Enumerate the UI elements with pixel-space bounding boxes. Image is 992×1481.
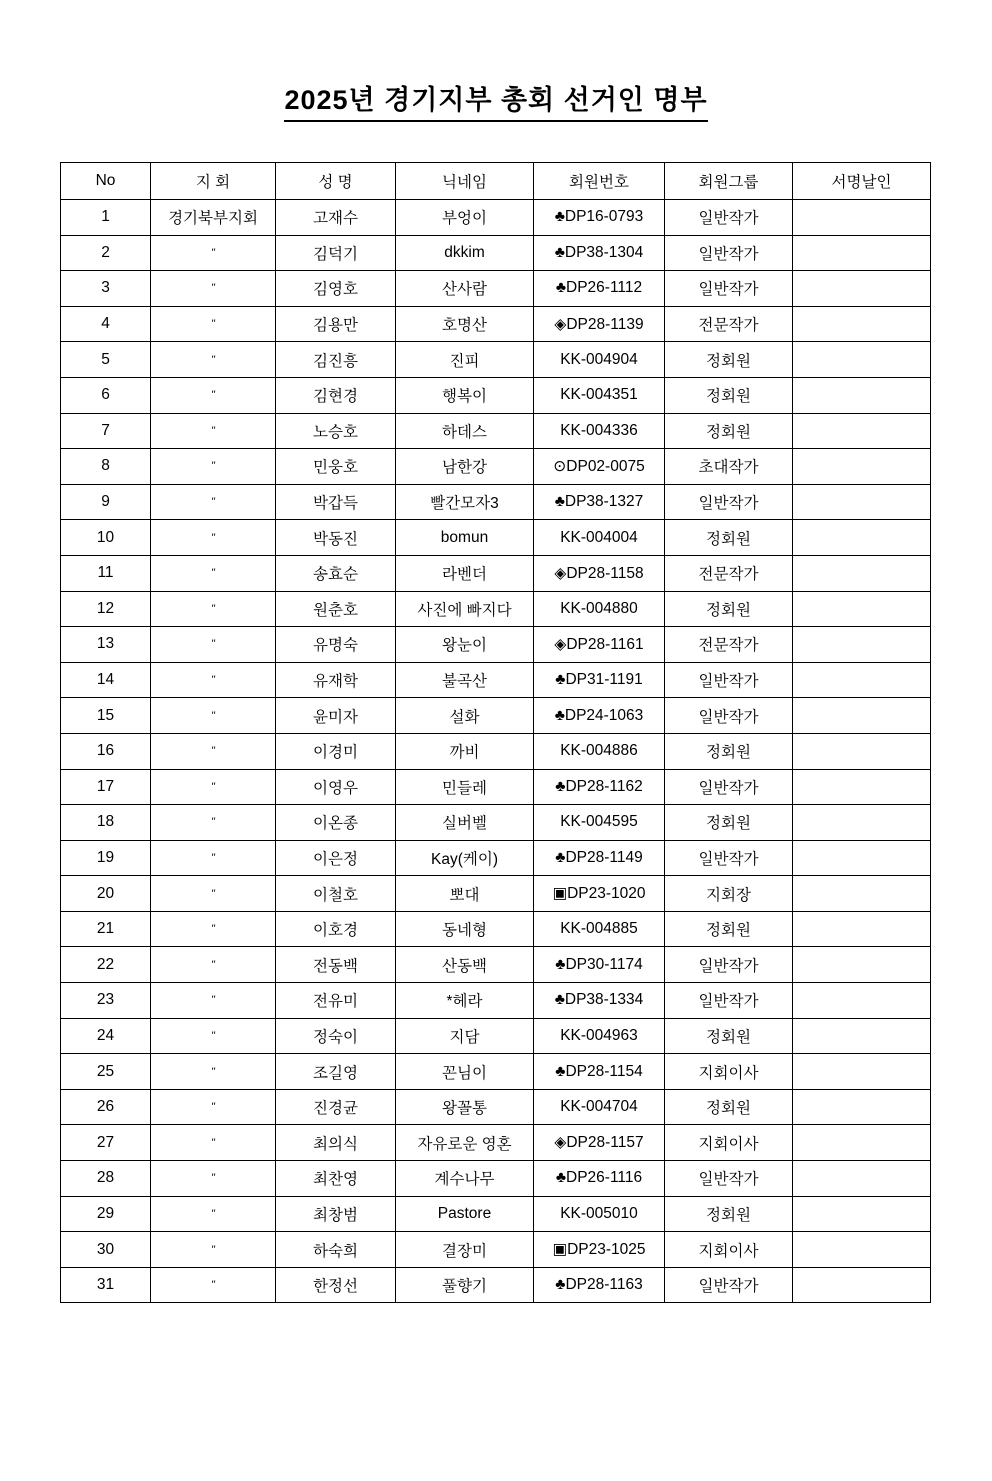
member-group-cell: 전문작가 bbox=[665, 555, 793, 591]
member-number-cell: ◈DP28-1161 bbox=[534, 627, 665, 663]
branch-cell: " bbox=[151, 306, 276, 342]
signature-cell bbox=[793, 1089, 931, 1125]
branch-cell: " bbox=[151, 733, 276, 769]
signature-cell bbox=[793, 1125, 931, 1161]
table-row bbox=[61, 1089, 931, 1125]
nickname-cell: 설화 bbox=[396, 698, 534, 734]
branch-cell: " bbox=[151, 1196, 276, 1232]
table-row bbox=[61, 662, 931, 698]
member-number-cell: ♣DP28-1154 bbox=[534, 1054, 665, 1090]
branch-cell: " bbox=[151, 377, 276, 413]
member-number-cell: KK-004336 bbox=[534, 413, 665, 449]
signature-cell bbox=[793, 1054, 931, 1090]
member-group-cell: 정회원 bbox=[665, 1089, 793, 1125]
nickname-cell: 뽀대 bbox=[396, 876, 534, 912]
table-row bbox=[61, 627, 931, 663]
name-cell: 조길영 bbox=[276, 1054, 396, 1090]
member-number-cell: KK-005010 bbox=[534, 1196, 665, 1232]
name-cell: 이경미 bbox=[276, 733, 396, 769]
member-number-cell: ♣DP38-1327 bbox=[534, 484, 665, 520]
member-number-cell: ◈DP28-1158 bbox=[534, 555, 665, 591]
branch-cell: " bbox=[151, 840, 276, 876]
branch-cell: " bbox=[151, 1054, 276, 1090]
row-number-cell: 18 bbox=[61, 805, 151, 841]
signature-cell bbox=[793, 1232, 931, 1268]
table-row bbox=[61, 271, 931, 307]
row-number-cell: 20 bbox=[61, 876, 151, 912]
row-number-cell: 8 bbox=[61, 449, 151, 485]
nickname-cell: 동네형 bbox=[396, 911, 534, 947]
member-group-cell: 일반작가 bbox=[665, 271, 793, 307]
row-number-cell: 14 bbox=[61, 662, 151, 698]
member-number-cell: KK-004880 bbox=[534, 591, 665, 627]
branch-cell: " bbox=[151, 662, 276, 698]
nickname-cell: 산동백 bbox=[396, 947, 534, 983]
row-number-cell: 6 bbox=[61, 377, 151, 413]
branch-cell: " bbox=[151, 520, 276, 556]
branch-cell: " bbox=[151, 769, 276, 805]
table-row bbox=[61, 342, 931, 378]
table-row bbox=[61, 235, 931, 271]
nickname-cell: *헤라 bbox=[396, 983, 534, 1019]
nickname-cell: 행복이 bbox=[396, 377, 534, 413]
signature-cell bbox=[793, 840, 931, 876]
name-cell: 원춘호 bbox=[276, 591, 396, 627]
name-cell: 박갑득 bbox=[276, 484, 396, 520]
page-title bbox=[0, 78, 992, 122]
branch-cell: " bbox=[151, 1089, 276, 1125]
branch-cell: " bbox=[151, 876, 276, 912]
nickname-cell: bomun bbox=[396, 520, 534, 556]
member-number-cell: ♣DP31-1191 bbox=[534, 662, 665, 698]
branch-cell: " bbox=[151, 591, 276, 627]
row-number-cell: 26 bbox=[61, 1089, 151, 1125]
member-group-cell: 일반작가 bbox=[665, 947, 793, 983]
row-number-cell: 9 bbox=[61, 484, 151, 520]
signature-cell bbox=[793, 306, 931, 342]
row-number-cell: 15 bbox=[61, 698, 151, 734]
nickname-cell: 부엉이 bbox=[396, 200, 534, 236]
member-number-cell: ◈DP28-1157 bbox=[534, 1125, 665, 1161]
member-group-cell: 지회이사 bbox=[665, 1125, 793, 1161]
member-number-cell: ♣DP28-1149 bbox=[534, 840, 665, 876]
row-number-cell: 12 bbox=[61, 591, 151, 627]
member-group-cell: 초대작가 bbox=[665, 449, 793, 485]
nickname-cell: 민들레 bbox=[396, 769, 534, 805]
name-cell: 전동백 bbox=[276, 947, 396, 983]
table-row bbox=[61, 306, 931, 342]
member-group-cell: 정회원 bbox=[665, 911, 793, 947]
signature-cell bbox=[793, 662, 931, 698]
signature-cell bbox=[793, 377, 931, 413]
row-number-cell: 5 bbox=[61, 342, 151, 378]
branch-cell: " bbox=[151, 271, 276, 307]
signature-cell bbox=[793, 1196, 931, 1232]
member-number-cell: ♣DP30-1174 bbox=[534, 947, 665, 983]
nickname-cell: 진피 bbox=[396, 342, 534, 378]
name-cell: 송효순 bbox=[276, 555, 396, 591]
signature-cell bbox=[793, 200, 931, 236]
row-number-cell: 23 bbox=[61, 983, 151, 1019]
signature-cell bbox=[793, 235, 931, 271]
table-row bbox=[61, 1125, 931, 1161]
member-group-cell: 지회이사 bbox=[665, 1232, 793, 1268]
member-group-cell: 정회원 bbox=[665, 342, 793, 378]
member-number-cell: ◈DP28-1139 bbox=[534, 306, 665, 342]
row-number-cell: 25 bbox=[61, 1054, 151, 1090]
member-number-cell: ♣DP28-1163 bbox=[534, 1267, 665, 1303]
member-number-cell: ⊙DP02-0075 bbox=[534, 449, 665, 485]
signature-cell bbox=[793, 555, 931, 591]
member-number-cell: ♣DP24-1063 bbox=[534, 698, 665, 734]
table-row bbox=[61, 1018, 931, 1054]
nickname-cell: Pastore bbox=[396, 1196, 534, 1232]
member-number-cell: KK-004885 bbox=[534, 911, 665, 947]
name-cell: 김영호 bbox=[276, 271, 396, 307]
branch-cell: " bbox=[151, 1267, 276, 1303]
row-number-cell: 31 bbox=[61, 1267, 151, 1303]
member-number-cell: ▣DP23-1020 bbox=[534, 876, 665, 912]
table-row bbox=[61, 876, 931, 912]
member-group-cell: 지회이사 bbox=[665, 1054, 793, 1090]
signature-cell bbox=[793, 769, 931, 805]
name-cell: 정숙이 bbox=[276, 1018, 396, 1054]
branch-cell: " bbox=[151, 449, 276, 485]
member-number-cell: ▣DP23-1025 bbox=[534, 1232, 665, 1268]
branch-cell: " bbox=[151, 983, 276, 1019]
signature-cell bbox=[793, 520, 931, 556]
signature-cell bbox=[793, 1018, 931, 1054]
nickname-cell: 꼰님이 bbox=[396, 1054, 534, 1090]
table-row bbox=[61, 1232, 931, 1268]
member-number-cell: ♣DP38-1334 bbox=[534, 983, 665, 1019]
table-row bbox=[61, 449, 931, 485]
branch-cell: " bbox=[151, 805, 276, 841]
row-number-cell: 19 bbox=[61, 840, 151, 876]
branch-cell: " bbox=[151, 911, 276, 947]
member-group-cell: 일반작가 bbox=[665, 1267, 793, 1303]
table-row bbox=[61, 484, 931, 520]
row-number-cell: 30 bbox=[61, 1232, 151, 1268]
name-cell: 김현경 bbox=[276, 377, 396, 413]
signature-cell bbox=[793, 876, 931, 912]
nickname-cell: 남한강 bbox=[396, 449, 534, 485]
header-signature: 서명날인 bbox=[793, 163, 931, 200]
nickname-cell: 왕꼴통 bbox=[396, 1089, 534, 1125]
nickname-cell: 불곡산 bbox=[396, 662, 534, 698]
table-row bbox=[61, 377, 931, 413]
member-number-cell: KK-004963 bbox=[534, 1018, 665, 1054]
name-cell: 한정선 bbox=[276, 1267, 396, 1303]
table-row bbox=[61, 1054, 931, 1090]
signature-cell bbox=[793, 733, 931, 769]
member-group-cell: 일반작가 bbox=[665, 200, 793, 236]
member-group-cell: 일반작가 bbox=[665, 662, 793, 698]
name-cell: 하숙희 bbox=[276, 1232, 396, 1268]
member-number-cell: ♣DP16-0793 bbox=[534, 200, 665, 236]
header-member-group: 회원그룹 bbox=[665, 163, 793, 200]
table-row bbox=[61, 1196, 931, 1232]
row-number-cell: 29 bbox=[61, 1196, 151, 1232]
signature-cell bbox=[793, 805, 931, 841]
nickname-cell: Kay(케이) bbox=[396, 840, 534, 876]
signature-cell bbox=[793, 698, 931, 734]
table-row bbox=[61, 520, 931, 556]
row-number-cell: 16 bbox=[61, 733, 151, 769]
row-number-cell: 7 bbox=[61, 413, 151, 449]
member-group-cell: 일반작가 bbox=[665, 235, 793, 271]
member-group-cell: 지회장 bbox=[665, 876, 793, 912]
header-branch: 지 회 bbox=[151, 163, 276, 200]
name-cell: 노승호 bbox=[276, 413, 396, 449]
voter-table-body bbox=[61, 200, 931, 1303]
name-cell: 김진흥 bbox=[276, 342, 396, 378]
row-number-cell: 2 bbox=[61, 235, 151, 271]
member-group-cell: 일반작가 bbox=[665, 983, 793, 1019]
row-number-cell: 3 bbox=[61, 271, 151, 307]
nickname-cell: 사진에 빠지다 bbox=[396, 591, 534, 627]
member-group-cell: 일반작가 bbox=[665, 769, 793, 805]
name-cell: 이철호 bbox=[276, 876, 396, 912]
branch-cell: " bbox=[151, 627, 276, 663]
row-number-cell: 17 bbox=[61, 769, 151, 805]
name-cell: 민웅호 bbox=[276, 449, 396, 485]
table-row bbox=[61, 733, 931, 769]
name-cell: 이온종 bbox=[276, 805, 396, 841]
header-nickname: 닉네임 bbox=[396, 163, 534, 200]
nickname-cell: 왕눈이 bbox=[396, 627, 534, 663]
name-cell: 유명숙 bbox=[276, 627, 396, 663]
member-number-cell: KK-004704 bbox=[534, 1089, 665, 1125]
branch-cell: " bbox=[151, 947, 276, 983]
name-cell: 최창범 bbox=[276, 1196, 396, 1232]
nickname-cell: 라벤더 bbox=[396, 555, 534, 591]
header-no: No bbox=[61, 163, 151, 200]
member-group-cell: 전문작가 bbox=[665, 306, 793, 342]
nickname-cell: 결장미 bbox=[396, 1232, 534, 1268]
table-row bbox=[61, 805, 931, 841]
row-number-cell: 21 bbox=[61, 911, 151, 947]
branch-cell: " bbox=[151, 698, 276, 734]
table-row bbox=[61, 413, 931, 449]
branch-cell: " bbox=[151, 1018, 276, 1054]
signature-cell bbox=[793, 1267, 931, 1303]
nickname-cell: 하데스 bbox=[396, 413, 534, 449]
member-group-cell: 정회원 bbox=[665, 413, 793, 449]
table-row bbox=[61, 1267, 931, 1303]
member-number-cell: KK-004886 bbox=[534, 733, 665, 769]
member-number-cell: ♣DP26-1116 bbox=[534, 1161, 665, 1197]
signature-cell bbox=[793, 271, 931, 307]
name-cell: 이은정 bbox=[276, 840, 396, 876]
signature-cell bbox=[793, 627, 931, 663]
name-cell: 윤미자 bbox=[276, 698, 396, 734]
table-row bbox=[61, 983, 931, 1019]
member-number-cell: KK-004351 bbox=[534, 377, 665, 413]
member-number-cell: ♣DP28-1162 bbox=[534, 769, 665, 805]
nickname-cell: 실버벨 bbox=[396, 805, 534, 841]
table-row bbox=[61, 947, 931, 983]
signature-cell bbox=[793, 449, 931, 485]
name-cell: 최찬영 bbox=[276, 1161, 396, 1197]
table-row bbox=[61, 698, 931, 734]
nickname-cell: 계수나무 bbox=[396, 1161, 534, 1197]
branch-cell: " bbox=[151, 555, 276, 591]
signature-cell bbox=[793, 911, 931, 947]
signature-cell bbox=[793, 342, 931, 378]
branch-cell: " bbox=[151, 235, 276, 271]
member-number-cell: KK-004004 bbox=[534, 520, 665, 556]
member-group-cell: 정회원 bbox=[665, 377, 793, 413]
member-group-cell: 정회원 bbox=[665, 1196, 793, 1232]
member-group-cell: 일반작가 bbox=[665, 698, 793, 734]
name-cell: 진경균 bbox=[276, 1089, 396, 1125]
table-row bbox=[61, 200, 931, 236]
branch-cell: " bbox=[151, 484, 276, 520]
row-number-cell: 10 bbox=[61, 520, 151, 556]
name-cell: 고재수 bbox=[276, 200, 396, 236]
branch-cell: 경기북부지회 bbox=[151, 200, 276, 236]
table-row bbox=[61, 840, 931, 876]
member-group-cell: 일반작가 bbox=[665, 840, 793, 876]
voter-table bbox=[60, 162, 931, 1303]
table-row bbox=[61, 591, 931, 627]
branch-cell: " bbox=[151, 1161, 276, 1197]
nickname-cell: 자유로운 영혼 bbox=[396, 1125, 534, 1161]
name-cell: 박동진 bbox=[276, 520, 396, 556]
row-number-cell: 24 bbox=[61, 1018, 151, 1054]
row-number-cell: 1 bbox=[61, 200, 151, 236]
name-cell: 이영우 bbox=[276, 769, 396, 805]
member-group-cell: 정회원 bbox=[665, 520, 793, 556]
nickname-cell: 지담 bbox=[396, 1018, 534, 1054]
member-group-cell: 일반작가 bbox=[665, 484, 793, 520]
row-number-cell: 13 bbox=[61, 627, 151, 663]
header-row bbox=[61, 163, 931, 200]
name-cell: 이호경 bbox=[276, 911, 396, 947]
signature-cell bbox=[793, 1161, 931, 1197]
member-number-cell: KK-004904 bbox=[534, 342, 665, 378]
signature-cell bbox=[793, 983, 931, 1019]
row-number-cell: 27 bbox=[61, 1125, 151, 1161]
branch-cell: " bbox=[151, 342, 276, 378]
voter-table-header bbox=[61, 163, 931, 200]
signature-cell bbox=[793, 591, 931, 627]
branch-cell: " bbox=[151, 413, 276, 449]
header-member-number: 회원번호 bbox=[534, 163, 665, 200]
row-number-cell: 4 bbox=[61, 306, 151, 342]
member-number-cell: ♣DP38-1304 bbox=[534, 235, 665, 271]
nickname-cell: dkkim bbox=[396, 235, 534, 271]
branch-cell: " bbox=[151, 1125, 276, 1161]
table-row bbox=[61, 1161, 931, 1197]
page-title-text: 2025년 경기지부 총회 선거인 명부 bbox=[284, 78, 707, 122]
table-row bbox=[61, 911, 931, 947]
row-number-cell: 11 bbox=[61, 555, 151, 591]
member-group-cell: 일반작가 bbox=[665, 1161, 793, 1197]
nickname-cell: 산사람 bbox=[396, 271, 534, 307]
nickname-cell: 빨간모자3 bbox=[396, 484, 534, 520]
member-group-cell: 정회원 bbox=[665, 591, 793, 627]
member-group-cell: 정회원 bbox=[665, 1018, 793, 1054]
signature-cell bbox=[793, 413, 931, 449]
table-row bbox=[61, 769, 931, 805]
member-group-cell: 전문작가 bbox=[665, 627, 793, 663]
name-cell: 김덕기 bbox=[276, 235, 396, 271]
name-cell: 김용만 bbox=[276, 306, 396, 342]
row-number-cell: 22 bbox=[61, 947, 151, 983]
row-number-cell: 28 bbox=[61, 1161, 151, 1197]
member-number-cell: KK-004595 bbox=[534, 805, 665, 841]
name-cell: 전유미 bbox=[276, 983, 396, 1019]
nickname-cell: 호명산 bbox=[396, 306, 534, 342]
name-cell: 최의식 bbox=[276, 1125, 396, 1161]
nickname-cell: 까비 bbox=[396, 733, 534, 769]
member-group-cell: 정회원 bbox=[665, 733, 793, 769]
branch-cell: " bbox=[151, 1232, 276, 1268]
signature-cell bbox=[793, 947, 931, 983]
header-name: 성 명 bbox=[276, 163, 396, 200]
table-row bbox=[61, 555, 931, 591]
member-number-cell: ♣DP26-1112 bbox=[534, 271, 665, 307]
signature-cell bbox=[793, 484, 931, 520]
member-group-cell: 정회원 bbox=[665, 805, 793, 841]
name-cell: 유재학 bbox=[276, 662, 396, 698]
nickname-cell: 풀향기 bbox=[396, 1267, 534, 1303]
